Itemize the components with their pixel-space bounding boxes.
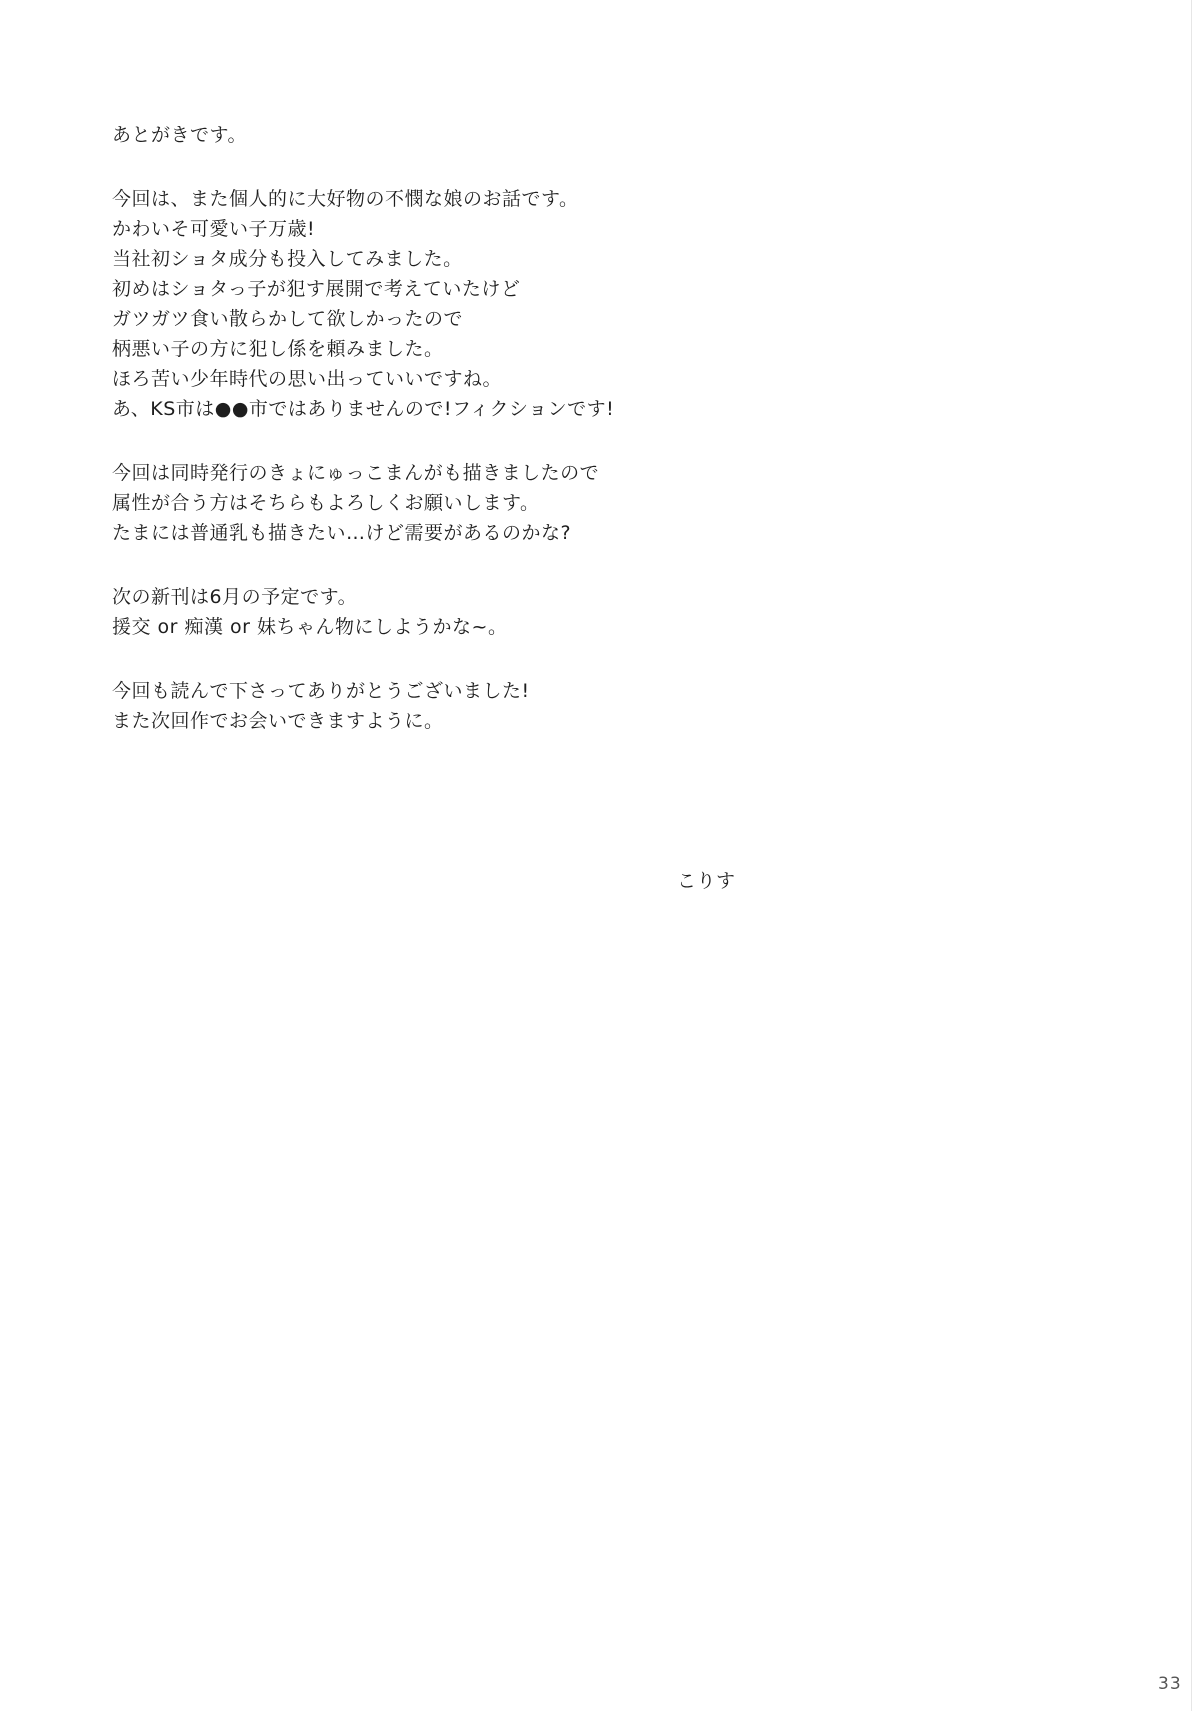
text-line: 援交 or 痴漢 or 妹ちゃん物にしようかな~。 <box>112 616 508 638</box>
afterword-body <box>112 120 1012 736</box>
text-line: また次回作でお会いできますように。 <box>112 710 444 732</box>
paragraph-story-notes <box>112 184 1012 424</box>
text-line: たまには普通乳も描きたい…けど需要があるのかな? <box>112 522 572 544</box>
paragraph-next-release <box>112 582 1012 642</box>
paragraph-gap <box>112 548 1012 582</box>
text-line: 次の新刊は6月の予定です。 <box>112 586 358 608</box>
paragraph-gap <box>112 150 1012 184</box>
text-line: 今回は、また個人的に大好物の不憫な娘のお話です。 <box>112 188 579 210</box>
text-line: あ、KS市は●●市ではありませんので!フィクションです! <box>112 398 615 420</box>
text-line: 初めはショタっ子が犯す展開で考えていたけど <box>112 278 521 300</box>
author-signature: こりす <box>677 870 736 892</box>
text-line: ほろ苦い少年時代の思い出っていいですね。 <box>112 368 503 390</box>
text-line: 柄悪い子の方に犯し係を頼みました。 <box>112 338 444 360</box>
page-edge-divider <box>1191 0 1192 1711</box>
text-line: 属性が合う方はそちらもよろしくお願いします。 <box>112 492 540 514</box>
paragraph-companion-book <box>112 458 1012 548</box>
text-line: ガツガツ食い散らかして欲しかったので <box>112 308 464 330</box>
paragraph-thanks <box>112 676 1012 736</box>
text-line: 今回は同時発行のきょにゅっこまんがも描きましたので <box>112 462 600 484</box>
paragraph-gap <box>112 642 1012 676</box>
page-number: 33 <box>1158 1674 1182 1694</box>
paragraph-greeting <box>112 120 1012 150</box>
text-line: 今回も読んで下さってありがとうございました! <box>112 680 530 702</box>
text-line: かわいそ可愛い子万歳! <box>112 218 316 240</box>
text-line: 当社初ショタ成分も投入してみました。 <box>112 248 463 270</box>
text-line: あとがきです。 <box>112 124 247 146</box>
paragraph-gap <box>112 424 1012 458</box>
